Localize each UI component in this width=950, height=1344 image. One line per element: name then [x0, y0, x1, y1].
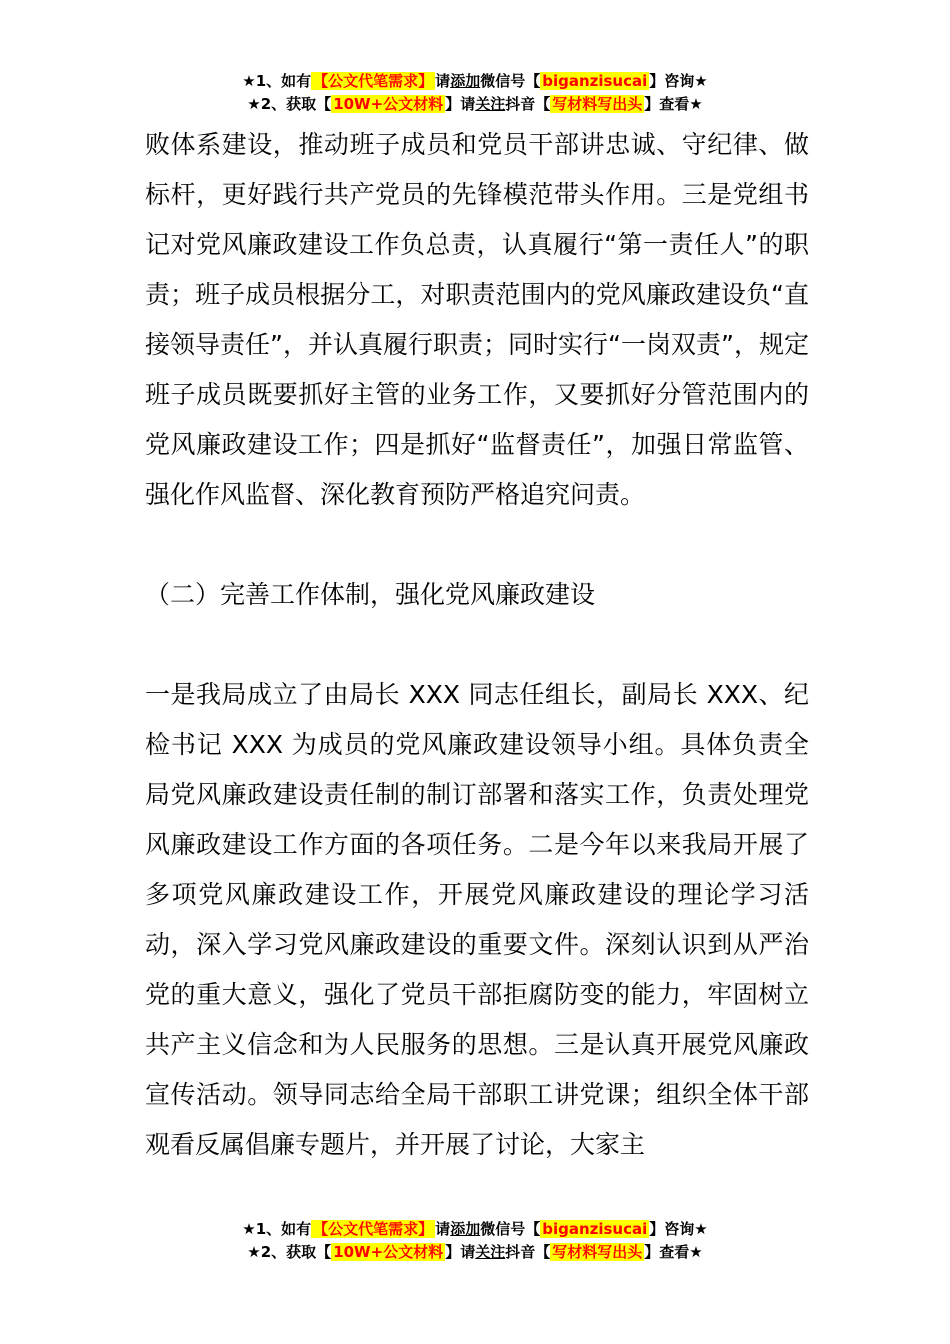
banner-line-2: ★2、获取【 10W+公文材料 】请关注抖音【 写材料写出头 】查看★ [247, 95, 703, 113]
highlight-douyin: 写材料写出头 [552, 95, 643, 113]
section-heading: （二）完善工作体制，强化党风廉政建设 [145, 580, 596, 609]
document-body [145, 120, 809, 1170]
highlight-materials: 10W+公文材料 [333, 95, 444, 113]
banner-line-1: ★1、如有 【公文代笔需求】 请添加微信号【 biganzisucai 】咨询★ [242, 1220, 708, 1238]
highlight-wechat-id: biganzisucai [542, 72, 648, 90]
highlight-service: 【公文代笔需求】 [313, 1220, 434, 1238]
paragraph: 败体系建设，推动班子成员和党员干部讲忠诚、守纪律、做标杆，更好践行共产党员的先锋模范带头作用。三是党组书记对党风廉政建设工作负总责，认真履行“第一责任人”的职责；班子成员根据分工，对职责范围内的党风廉政建设负“直接领导责任”，并认真履行职责；同时实行“一岗双责”，规定班子成员既要抓好主管的业务工作，又要抓好分管范围内的党风廉政建设工作；四是抓好“监督责任”，加强日常监管、强化作风监督、深化教育预防严格追究问责。 [145, 130, 809, 509]
banner-line-2: ★2、获取【 10W+公文材料 】请关注抖音【 写材料写出头 】查看★ [247, 1243, 703, 1261]
paragraph: 一是我局成立了由局长 XXX 同志任组长，副局长 XXX、纪检书记 XXX 为成员的党风廉政建设领导小组。具体负责全局党风廉政建设责任制的制订部署和落实工作，负责处理党风廉政建设工作方面的各项任务。二是今年以来我局开展了多项党风廉政建设工作，开展党风廉政建设的理论学习活动，深入学习党风廉政建设的重要文件。深刻认识到从严治党的重大意义，强化了党员干部拒腐防变的能力，牢固树立共产主义信念和为人民服务的思想。三是认真开展党风廉政宣传活动。领导同志给全局干部职工讲党课；组织全体干部观看反属倡廉专题片，并开展了讨论，大家主 [145, 680, 809, 1159]
highlight-materials: 10W+公文材料 [333, 1243, 444, 1261]
highlight-wechat-id: biganzisucai [542, 1220, 648, 1238]
banner-line-1: ★1、如有 【公文代笔需求】 请添加微信号【 biganzisucai 】咨询★ [242, 72, 708, 90]
highlight-service: 【公文代笔需求】 [313, 72, 434, 90]
highlight-douyin: 写材料写出头 [552, 1243, 643, 1261]
footer-banner [0, 1218, 950, 1264]
header-banner [0, 70, 950, 116]
